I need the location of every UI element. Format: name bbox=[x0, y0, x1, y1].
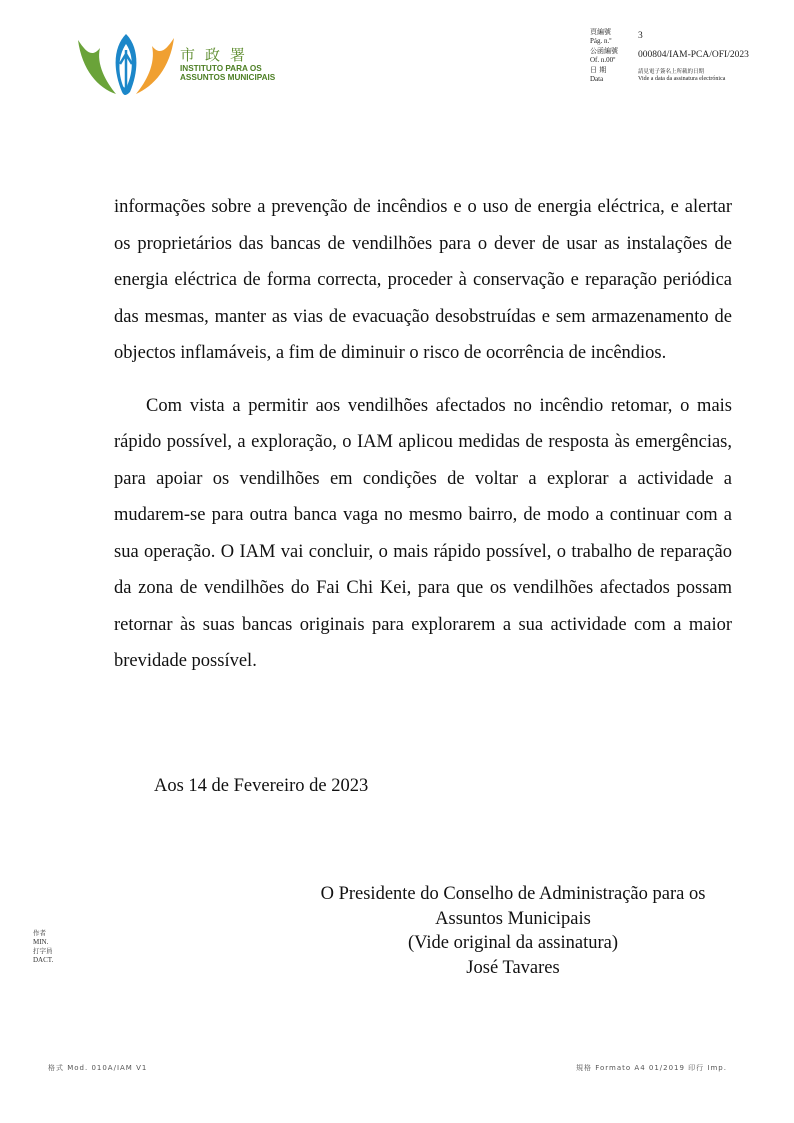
author-label-zh: 作者 bbox=[33, 929, 46, 937]
author-typist-note bbox=[33, 929, 53, 965]
reference-block bbox=[590, 28, 780, 85]
date-label-pt: Data bbox=[590, 74, 604, 83]
footer-format: 規格 Formato A4 01/2019 印行 Imp. bbox=[576, 1064, 727, 1072]
iam-logo bbox=[76, 30, 276, 100]
office-number-label-pt: Of. n.00º bbox=[590, 55, 616, 64]
date-value bbox=[638, 69, 725, 82]
date-row bbox=[590, 66, 780, 85]
body-paragraph: Com vista a permitir aos vendilhões afectados no incêndio retomar, o mais rápido possível, a exploração, o IAM aplicou medidas de resposta às emergências, para apoiar os vendilhões em condições de voltar a explorar a actividade a mudarem-se para outra banca vaga no mesmo bairro, de modo a continuar com a sua operação. O IAM vai concluir, o mais rápido possível, o trabalho de reparação da zona de vendilhões do Fai Chi Kei, para que os vendilhões afectados possam retornar às suas bancas originais para explorarem a sua actividade com a maior brevidade possível. bbox=[114, 395, 732, 671]
date-value-pt: Vide a data da assinatura electrónica bbox=[638, 75, 726, 82]
office-number-label-zh: 公函編號 bbox=[590, 47, 618, 55]
signatory-title-line2: Assuntos Municipais bbox=[435, 908, 591, 929]
date-label-zh: 日 期 bbox=[590, 66, 607, 74]
office-number-label bbox=[590, 47, 618, 64]
logo-name-zh: 市政署 bbox=[180, 46, 256, 64]
office-number-row bbox=[590, 47, 780, 66]
page-number-value: 3 bbox=[638, 31, 643, 41]
page-number-label-pt: Pág. n.º bbox=[590, 36, 612, 45]
footer-model: 格式 Mod. 010A/IAM V1 bbox=[48, 1064, 148, 1072]
signatory-title-line1: O Presidente do Conselho de Administração para os bbox=[320, 884, 706, 904]
letter-date: Aos 14 de Fevereiro de 2023 bbox=[154, 776, 369, 796]
date-value-zh: 請見電子簽名上所載的日期 bbox=[638, 69, 705, 75]
page-number-label-zh: 頁編號 bbox=[590, 28, 611, 36]
typist-label-zh: 打字員 bbox=[33, 947, 53, 955]
signatory-name: José Tavares bbox=[466, 957, 560, 978]
office-number-value: 000804/IAM-PCA/OFI/2023 bbox=[638, 50, 749, 60]
date-label bbox=[590, 66, 606, 83]
signature-note: (Vide original da assinatura) bbox=[407, 933, 619, 953]
page-number-row bbox=[590, 28, 780, 47]
letter-body bbox=[114, 189, 732, 680]
signature-block bbox=[288, 882, 738, 980]
iam-emblem-icon bbox=[76, 30, 176, 100]
typist-label-pt: DACT. bbox=[33, 956, 54, 964]
logo-name-pt-line2: ASSUNTOS MUNICIPAIS bbox=[180, 73, 276, 82]
author-label-pt: MIN. bbox=[33, 938, 49, 946]
page-number-label bbox=[590, 28, 611, 45]
body-paragraph: informações sobre a prevenção de incêndios e o uso de energia eléctrica, e alertar os proprietários das bancas de vendilhões para o dever de usar as instalações de energia eléctrica de forma correcta, proceder à conservação e reparação periódica das mesmas, manter as vias de evacuação desobstruídas e sem armazenamento de objectos inflamáveis, a fim de diminuir o risco de ocorrência de incêndios. bbox=[114, 197, 732, 363]
logo-name-pt-line1: INSTITUTO PARA OS bbox=[180, 64, 262, 73]
